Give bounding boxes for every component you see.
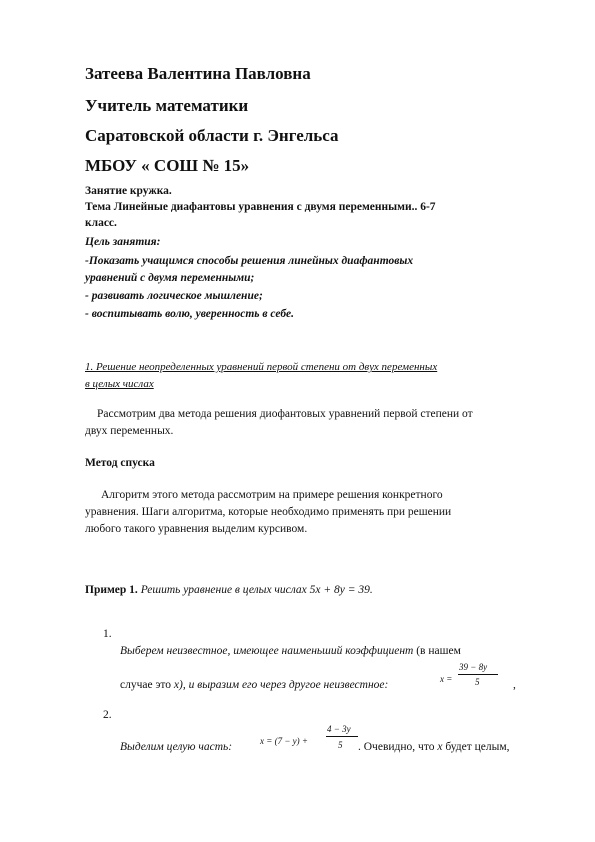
step1-formula-numerator: 39 − 8y [459,662,488,672]
step1-line2 [120,679,388,691]
method-text-line2: уравнения. Шаги алгоритма, которые необходимо применять при решении [85,506,452,518]
step1-line2-b: x), и выразим его через другое неизвестное: [173,679,389,691]
section1-title-line2: в целых числах [85,378,154,390]
author-position: Учитель математики [85,96,249,115]
example-1 [85,584,373,596]
example-label: Пример 1. [85,584,138,596]
step2-formula-lhs: x = (7 − y) + [260,736,308,746]
step2-tail-a: . Очевидно, что [358,741,435,753]
method-text-line3: любого такого уравнения выделим курсивом. [85,523,308,535]
lesson-topic-line1: Тема Линейные диафантовы уравнения с двумя переменными.. 6-7 [85,201,436,213]
lesson-goal1-line1: -Показать учащимся способы решения линейных диафантовых [85,255,414,267]
lesson-goal-label: Цель занятия: [85,236,161,248]
step1-fraction-bar [458,674,498,675]
step2-formula-numerator: 4 − 3y [327,724,351,734]
lesson-goal2: - развивать логическое мышление; [85,290,263,302]
section1-title-line1: 1. Решение неопределенных уравнений первой степени от двух переменных [85,361,438,373]
step2-line1: Выделим целую часть: [120,741,233,753]
step1-formula [440,660,510,692]
step1-trailing: , [513,679,516,691]
lesson-goal3: - воспитывать волю, уверенность в себе. [85,308,295,320]
step1-line1 [120,645,461,657]
step2-formula [260,724,360,756]
step1-line2-a: случае это [120,679,172,691]
lesson-goal1-line2: уравнений с двумя переменными; [85,272,255,284]
step1-line1-tail: (в нашем [416,645,461,657]
lesson-type: Занятие кружка. [85,185,172,197]
step2-number: 2. [103,709,112,721]
step1-number: 1. [103,628,112,640]
author-region: Саратовской области г. Энгельса [85,126,339,145]
step2-formula-denominator: 5 [338,740,343,750]
method-title: Метод спуска [85,457,155,469]
section1-intro-line1: Рассмотрим два метода решения диофантовых уравнений первой степени от [97,408,473,420]
lesson-topic-line2: класс. [85,217,117,229]
step1-line1-text: Выберем неизвестное, имеющее наименьший коэффициент [120,645,414,657]
step2-fraction-bar [326,736,358,737]
step1-formula-denominator: 5 [475,677,480,687]
example-text: Решить уравнение в целых числах 5x + 8y = 39. [140,584,373,596]
step2-tail [358,741,509,753]
method-text-line1: Алгоритм этого метода рассмотрим на примере решения конкретного [101,489,443,501]
step2-tail-var: x [437,741,443,753]
step1-formula-lhs: x = [440,674,453,684]
author-school: МБОУ « СОШ № 15» [85,156,250,175]
step2-tail-b: будет целым, [445,741,510,753]
section1-intro-line2: двух переменных. [85,425,174,437]
author-name: Затеева Валентина Павловна [85,64,311,83]
